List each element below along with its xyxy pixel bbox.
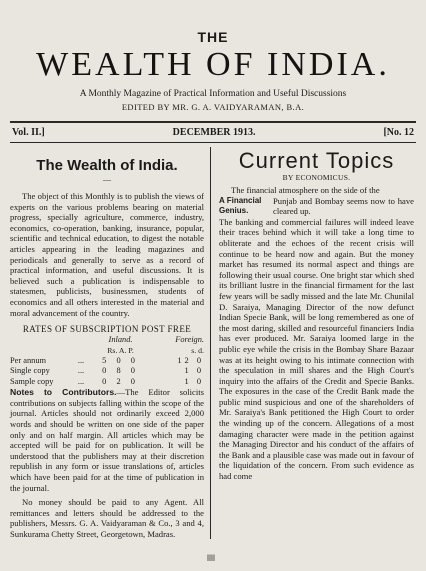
notes-paragraph [10,387,204,493]
subs-label: Single copy [10,366,50,376]
left-dash: — [103,175,111,184]
subs-inland: 0 2 0 [102,376,139,386]
subs-dots: ... [77,355,85,365]
issue-date: DECEMBER 1913. [172,127,256,138]
subs-foreign: 1 0 [184,376,204,386]
lead-block [219,196,414,217]
columns [6,147,420,539]
masthead-the: THE [197,29,229,45]
issue-rule [10,142,416,143]
left-column [6,147,210,539]
notes-text: —The Editor solicits contributions on subjects falling within the scope of the journal. Articles should not ordinarily exceed 2,000 words and should be written on one side of the paper only and on half margin. All articles which may be accepted will be paid for on publication. It will be understood that the publishers may at their discretion republish in any form or issue translations of, articles which have been paid for at the time of publication in the journal. [10,387,204,493]
table-row [10,356,204,366]
table-row [10,377,204,387]
subs-foreign: 12 0 [177,355,204,365]
subs-units-foreign: s. d. [191,345,204,355]
subs-inland: 5 0 0 [102,355,139,365]
masthead-title: WEALTH OF INDIA. [36,46,390,83]
side-heading: A Financial Genius. [219,195,262,216]
subscription-table [10,335,204,387]
subs-units-inland: Rs. A. P. [107,345,134,355]
subs-label: Per annum [10,355,47,365]
page-mark: ǀǀǀǀ [207,553,215,563]
masthead-editor: EDITED BY MR. G. A. VAIDYARAMAN, B.A. [121,102,305,112]
lead-text: Punjab and Bombay seems now to have cleared up. [273,195,414,217]
issue-volume: Vol. II.] [12,127,45,138]
subs-dots: ... [77,376,85,386]
body-paragraph: The banking and commercial failures will indeed leave their traces behind which it will take a long time to obliterate and the echoes of the recent crisis will continue to be heard now and again. But the money market has resumed its normal aspect and things are following their usual course. One bright star which shed its brilliant lustre in the financial firmament for the last few years will be sadly missed and the late Mr. Chunilal D. Saraiya, Managing Director of the now defunct Indian Specie Bank, will be long remembered as one of the most daring, skilled and resourceful financiers India has ever produced. Mr. Saraiya loomed large in the public eye while the crisis in the Bombay Share Bazaar was at its height owing to his intimate connection with the speculation in mill shares and the High Court's inquiry into the affairs of the Credit and Specie Banks. The exposures in the case of the Credit Bank made the public mind suspicious and one of the shareholders of Mr. Saraiya's Bank petitioned the High Court to order the winding up of the concern. Allegations of a most damaging character were made in the petition against the Managing Director and his conduct of the affairs of the Bank and a plausible case was made out in favour of the liquidation of the concern. From such evidence as had come [219,216,414,482]
remittance-paragraph: No money should be paid to any Agent. All remittances and letters should be addressed to the publishers, Messrs. G. A. Vaidyaraman & Co., 3 and 4, Sunkurama Chetty Street, Georgetown, Madras. [10,497,204,539]
subs-foreign: 1 0 [184,366,204,376]
subscription-heading: RATES OF SUBSCRIPTION POST FREE [22,324,192,335]
object-paragraph: The object of this Monthly is to publish the views of experts on the various problems bearing on material progress, specially agriculture, commerce, industry, economics, co-operation, banking, insurance, popular, scientific and technical education, to digest the notable articles appearing in the leading magazines and periodicals and generally to serve as a record of practical information, and useful discussions. It is believed such a publication is indispensable to statesmen, publicists, businessmen, students of economics and all others interested in the material and moral advancement of the country. [10,191,204,318]
subs-inland: 0 8 0 [102,366,139,376]
intro-line: The financial atmosphere on the side of the [231,185,380,195]
issue-number: [No. 12 [383,127,414,138]
byline: BY ECONOMICUS. [282,173,351,182]
left-heading: The Wealth of India. [36,157,178,174]
table-row [10,366,204,376]
masthead-subtitle: A Monthly Magazine of Practical Information and Useful Discussions [79,89,347,99]
right-column [210,147,418,539]
notes-label: Notes to Contributors. [10,387,117,398]
subs-col-inland: Inland. [108,335,133,345]
subs-label: Sample copy [10,376,54,386]
issue-line [6,123,420,142]
subs-col-foreign: Foreign. [175,335,204,345]
subs-dots: ... [77,366,85,376]
right-heading: Current Topics [238,148,395,173]
